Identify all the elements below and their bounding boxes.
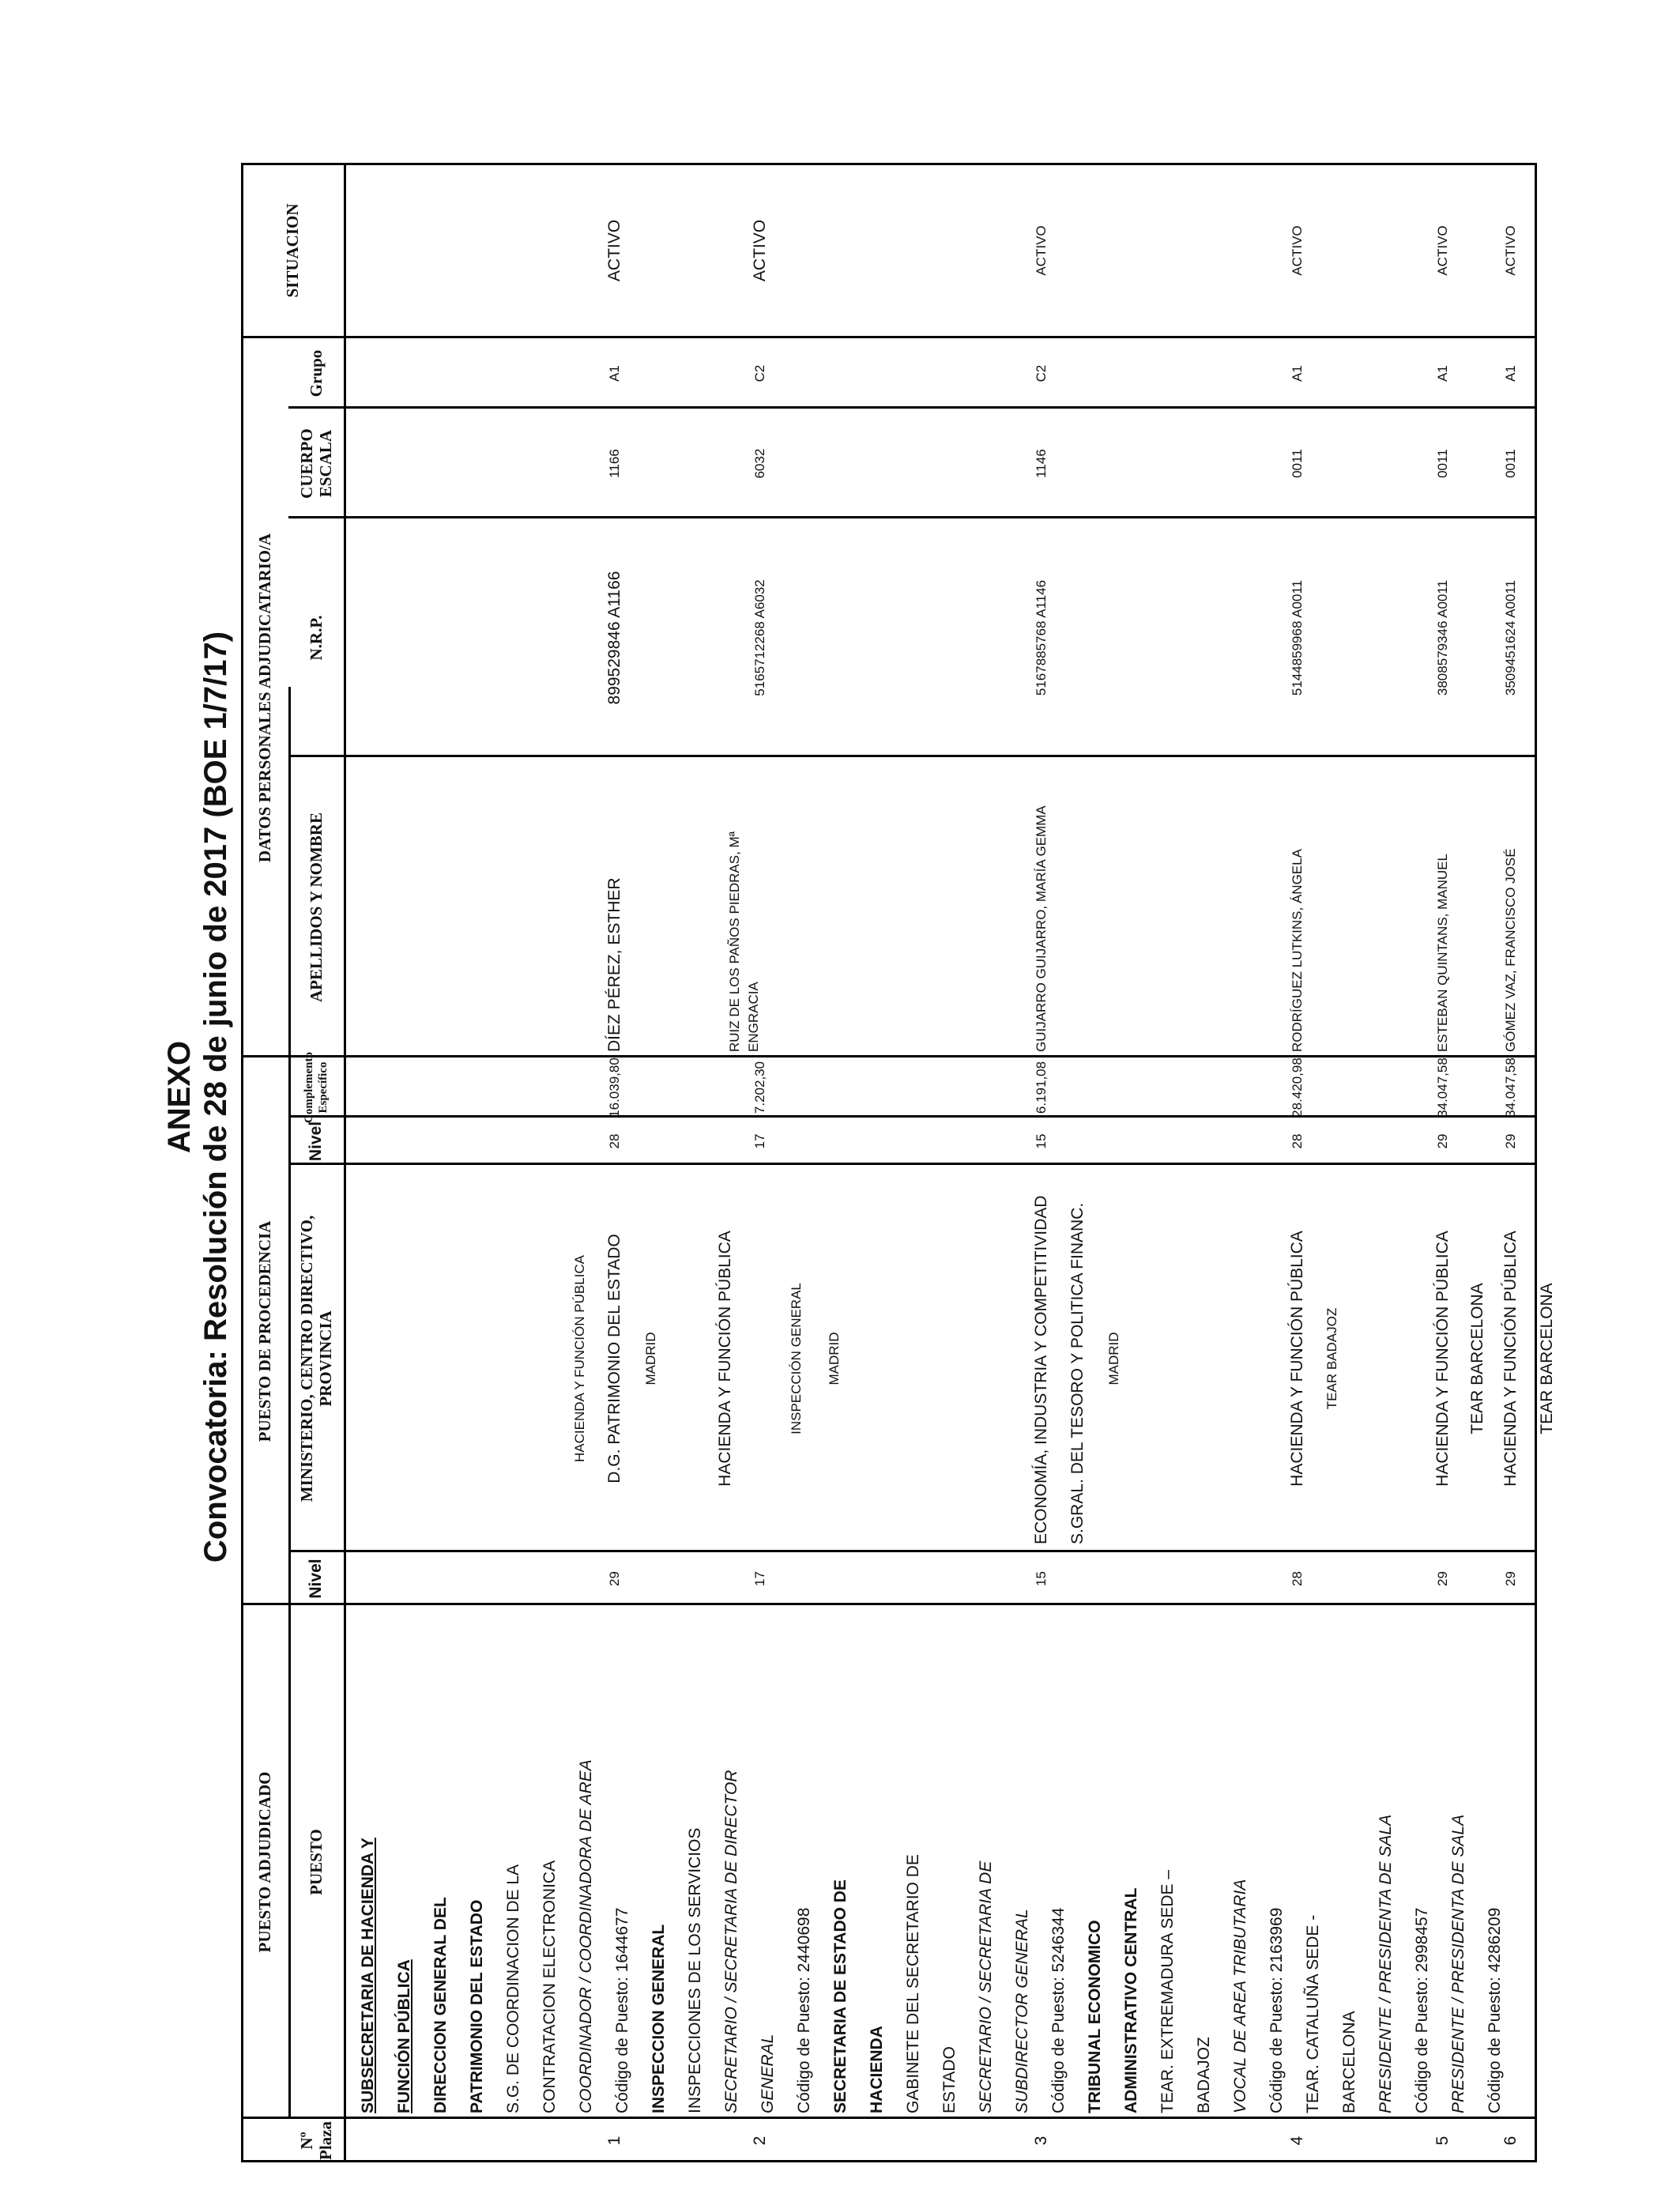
header-grupo: Grupo <box>307 349 326 398</box>
cuerpo: 0011 <box>1503 449 1518 478</box>
ministerio-line: INSPECCIÓN GENERAL <box>789 1283 804 1434</box>
header-plaza-line1: Nº <box>297 2132 316 2150</box>
grupo: A1 <box>1503 365 1518 382</box>
header-ministerio-line1: MINISTERIO, CENTRO DIRECTIVO, <box>297 1215 316 1502</box>
cuerpo: 0011 <box>1435 449 1450 478</box>
nivel: 28 <box>1290 1571 1305 1586</box>
situacion: ACTIVO <box>1034 225 1049 276</box>
ministerio-line: TEAR BARCELONA <box>1468 1283 1486 1434</box>
nivel-proc: 29 <box>1435 1133 1450 1149</box>
apellidos-line: ENGRACIA <box>746 982 761 1052</box>
plaza-number: 2 <box>751 2136 769 2146</box>
puesto-line: S.G. DE COORDINACION DE LA <box>504 1864 522 2113</box>
puesto-line: ESTADO <box>940 2046 959 2113</box>
nrp: 5144859968 A0011 <box>1290 579 1305 696</box>
puesto-line: GABINETE DEL SECRETARIO DE <box>904 1854 922 2113</box>
nivel-proc: 15 <box>1034 1133 1049 1149</box>
table-border-left <box>241 2160 1537 2162</box>
puesto-line: TRIBUNAL ECONOMICO <box>1086 1920 1104 2113</box>
col-line-cuerpo <box>288 406 1537 409</box>
col-line-ministerio <box>288 1163 1537 1165</box>
puesto-line: FUNCIÓN PÚBLICA <box>395 1959 413 2113</box>
complemento-especifico: 16.039,80 <box>607 1057 622 1118</box>
nivel-proc: 28 <box>607 1133 622 1149</box>
complemento-especifico: 34.047,58 <box>1435 1057 1450 1118</box>
situacion: ACTIVO <box>1435 225 1450 276</box>
document-title: ANEXO <box>162 1040 197 1154</box>
nivel: 15 <box>1034 1571 1049 1586</box>
situacion: ACTIVO <box>1290 225 1305 276</box>
plaza-number: 6 <box>1501 2136 1520 2146</box>
col-line-complemento <box>241 1055 1537 1057</box>
apellidos: GUIJARRO GUIJARRO, MARÍA GEMMA <box>1034 805 1049 1052</box>
puesto-line: BADAJOZ <box>1195 2037 1213 2113</box>
nrp: 3509451624 A0011 <box>1503 579 1518 696</box>
puesto-line: PATRIMONIO DEL ESTADO <box>468 1899 486 2113</box>
ministerio-line: TEAR BARCELONA <box>1538 1283 1556 1434</box>
header-nivel-proc: Nivel <box>307 1121 325 1162</box>
plaza-number: 3 <box>1032 2136 1050 2146</box>
grupo: A1 <box>607 365 622 382</box>
grupo: A1 <box>1435 365 1450 382</box>
ministerio-line: HACIENDA Y FUNCIÓN PÚBLICA <box>1433 1231 1452 1487</box>
puesto-line: TEAR. CATALUÑA SEDE - <box>1304 1914 1322 2113</box>
col-line-complemento-split <box>288 1115 1537 1118</box>
table-border-right <box>241 163 1537 165</box>
plaza-number: 1 <box>605 2136 623 2146</box>
complemento-especifico: 34.047,58 <box>1503 1057 1518 1118</box>
puesto-line: BARCELONA <box>1340 2011 1358 2113</box>
puesto-line: ADMINISTRATIVO CENTRAL <box>1122 1887 1140 2113</box>
header-ministerio-line2: PROVINCIA <box>316 1310 335 1407</box>
complemento-especifico: 6.191,08 <box>1034 1061 1049 1114</box>
title-block <box>162 0 235 2194</box>
col-line-puesto-adjudicado <box>241 1603 1537 1605</box>
header-plaza-line2: Plaza <box>316 2121 335 2160</box>
col-line-plaza <box>241 2117 1537 2119</box>
cuerpo: 1166 <box>607 449 622 478</box>
puesto-line: Código de Puesto: 2998457 <box>1413 1907 1431 2113</box>
ministerio-line: HACIENDA Y FUNCIÓN PÚBLICA <box>572 1255 587 1462</box>
apellidos: DÍEZ PÉREZ, ESTHER <box>605 877 623 1052</box>
plaza-number: 5 <box>1433 2136 1452 2146</box>
puesto-column <box>350 1608 1513 2113</box>
col-line-apellidos <box>288 755 1537 757</box>
puesto-line: VOCAL DE AREA TRIBUTARIA <box>1231 1879 1249 2113</box>
situacion: ACTIVO <box>1503 225 1518 276</box>
header-plaza <box>288 2119 344 2162</box>
header-nrp: N.R.P. <box>307 615 326 661</box>
apellidos-line: RUIZ DE LOS PAÑOS PIEDRAS, Mª <box>727 831 742 1052</box>
nivel: 29 <box>607 1571 622 1586</box>
nivel: 29 <box>1435 1571 1450 1586</box>
ministerio-line: HACIENDA Y FUNCIÓN PÚBLICA <box>1288 1231 1306 1487</box>
situacion: ACTIVO <box>751 219 769 282</box>
col-line-grupo <box>241 336 1537 338</box>
document-subtitle: Convocatoria: Resolución de 28 de junio de 2017 (BOE 1/7/17) <box>198 631 233 1563</box>
ministerio-line: TEAR BADAJOZ <box>1324 1307 1339 1410</box>
header-ministerio <box>288 1165 344 1552</box>
puesto-line: Código de Puesto: 2163969 <box>1268 1907 1286 2113</box>
nivel-proc: 17 <box>752 1133 767 1149</box>
complemento-especifico: 7.202,30 <box>752 1061 767 1114</box>
nrp: 5167885768 A1146 <box>1034 579 1049 696</box>
header-complemento-line1: Complemento <box>303 1052 315 1123</box>
ministerio-line: MADRID <box>827 1332 842 1385</box>
header-cuerpo-line2: ESCALA <box>316 429 335 498</box>
ministerio-line: MADRID <box>1106 1332 1121 1385</box>
puesto-line: DIRECCION GENERAL DEL <box>431 1897 450 2113</box>
puesto-line: SECRETARIA DE ESTADO DE <box>831 1879 849 2113</box>
anexo-table <box>241 163 1556 2162</box>
puesto-line: COORDINADOR / COORDINADORA DE AREA <box>577 1759 595 2113</box>
puesto-line: Código de Puesto: 2440698 <box>795 1907 813 2113</box>
nrp: 5165712268 A6032 <box>752 579 767 696</box>
puesto-line: PRESIDENTE / PRESIDENTA DE SALA <box>1377 1814 1395 2113</box>
ministerio-line: D.G. PATRIMONIO DEL ESTADO <box>605 1234 623 1483</box>
puesto-line: Código de Puesto: 5246344 <box>1049 1907 1068 2113</box>
puesto-line: Código de Puesto: 4286209 <box>1486 1907 1504 2113</box>
header-puesto: PUESTO <box>307 1829 326 1895</box>
header-cuerpo-line1: CUERPO <box>297 428 316 499</box>
header-complemento <box>288 1052 344 1123</box>
cuerpo: 1146 <box>1034 449 1049 478</box>
grupo: C2 <box>752 364 767 383</box>
nrp: 3808579346 A0011 <box>1435 579 1450 696</box>
col-line-nrp <box>288 516 1537 518</box>
header-puesto-adjudicado: PUESTO ADJUDICADO <box>255 1771 274 1953</box>
cuerpo: 0011 <box>1290 449 1305 478</box>
puesto-line: SUBSECRETARIA DE HACIENDA Y <box>359 1838 377 2113</box>
puesto-line: INSPECCIONES DE LOS SERVICIOS <box>686 1827 704 2113</box>
grupo: A1 <box>1290 365 1305 382</box>
ministerio-line: HACIENDA Y FUNCIÓN PÚBLICA <box>1501 1231 1520 1487</box>
ministerio-line: MADRID <box>643 1332 658 1385</box>
puesto-line: CONTRATACION ELECTRONICA <box>541 1860 559 2113</box>
col-line-nivel <box>288 1550 1537 1552</box>
nivel-proc: 29 <box>1503 1133 1518 1149</box>
ministerio-line: ECONOMÍA, INDUSTRIA Y COMPETITIVIDAD <box>1032 1195 1050 1544</box>
puesto-line: Código de Puesto: 1644677 <box>613 1907 631 2113</box>
puesto-line: INSPECCION GENERAL <box>650 1924 668 2113</box>
complemento-especifico: 28.420,98 <box>1290 1057 1305 1118</box>
nivel: 17 <box>752 1571 767 1586</box>
puesto-line: PRESIDENTE / PRESIDENTA DE SALA <box>1449 1814 1467 2113</box>
header-apellidos: APELLIDOS Y NOMBRE <box>307 812 326 1002</box>
header-cuerpo <box>288 409 344 518</box>
apellidos: GÓMEZ VAZ, FRANCISCO JOSÉ <box>1503 848 1518 1052</box>
header-puesto-procedencia: PUESTO DE PROCEDENCIA <box>255 1220 274 1442</box>
nivel-proc: 28 <box>1290 1133 1305 1149</box>
header-datos-personales: DATOS PERSONALES ADJUDICATARIO/A <box>255 533 274 863</box>
situacion: ACTIVO <box>605 219 623 282</box>
puesto-line: HACIENDA <box>868 2026 886 2113</box>
header-nivel: Nivel <box>307 1559 325 1599</box>
cuerpo: 6032 <box>752 448 767 479</box>
header-complemento-line2: Específico <box>317 1061 330 1114</box>
grupo: C2 <box>1034 364 1049 383</box>
puesto-line: SECRETARIO / SECRETARIA DE <box>977 1860 995 2113</box>
header-situacion: SITUACION <box>283 203 302 298</box>
puesto-line: TEAR. EXTREMADURA SEDE – <box>1158 1869 1177 2113</box>
ministerio-line: S.GRAL. DEL TESORO Y POLITICA FINANC. <box>1068 1202 1087 1544</box>
puesto-line: GENERAL <box>759 2034 777 2113</box>
plaza-number: 4 <box>1288 2136 1306 2146</box>
puesto-line: SUBDIRECTOR GENERAL <box>1013 1909 1031 2113</box>
puesto-line: SECRETARIO / SECRETARIA DE DIRECTOR <box>722 1770 740 2113</box>
apellidos: ESTEBAN QUINTANS, MANUEL <box>1435 854 1450 1052</box>
nrp: 899529846 A1166 <box>605 571 623 705</box>
ministerio-line: HACIENDA Y FUNCIÓN PÚBLICA <box>716 1231 734 1487</box>
nivel: 29 <box>1503 1571 1518 1586</box>
apellidos: RODRÍGUEZ LUTKINS, ÁNGELA <box>1290 849 1305 1052</box>
